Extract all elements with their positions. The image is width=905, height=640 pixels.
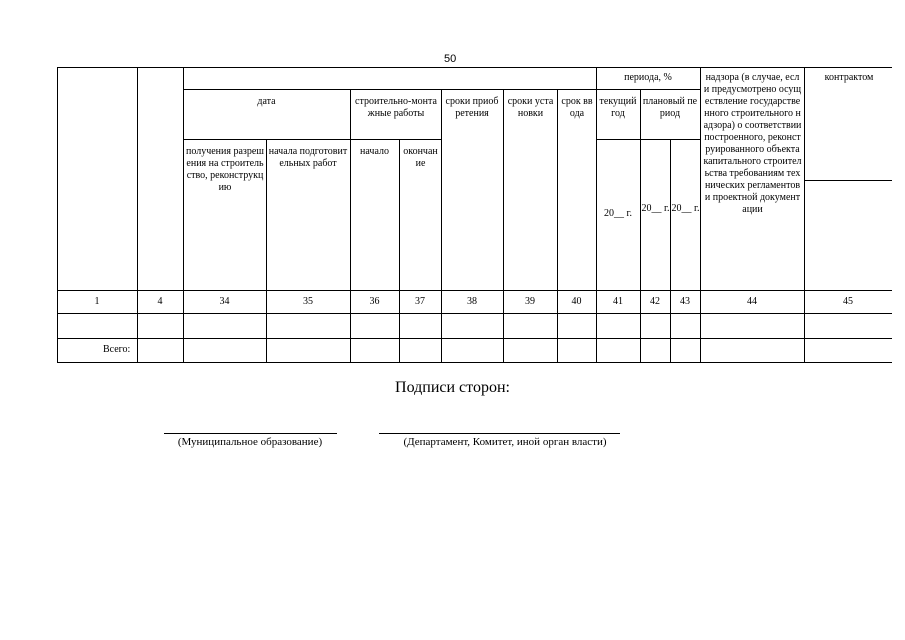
col-num: 41 [613, 296, 623, 307]
header-year-plan1: 20__ г. [641, 203, 670, 214]
total-label: Всего: [103, 344, 131, 355]
col-num: 44 [747, 296, 757, 307]
col-num: 43 [680, 296, 690, 307]
header-year-current: 20__ г. [604, 208, 632, 219]
header-contract: контрактом [824, 72, 874, 83]
signatures-title: Подписи сторон: [395, 379, 510, 396]
right-signature-label: (Департамент, Комитет, иной орган власти) [403, 436, 607, 448]
header-installation: сроки установки [507, 96, 554, 119]
header-current-year: текущий год [599, 96, 637, 119]
col-num: 37 [415, 296, 425, 307]
left-signature-line [164, 433, 337, 434]
col-num: 42 [650, 296, 660, 307]
col-num: 35 [303, 296, 313, 307]
col-num: 36 [369, 296, 380, 307]
header-commissioning: срок ввода [561, 96, 593, 119]
page-number: 50 [444, 53, 457, 65]
col-num: 40 [571, 296, 582, 307]
col-num: 34 [219, 296, 230, 307]
header-permit: получения разрешения на строительство, реконструкцию [186, 146, 264, 193]
col-num: 39 [525, 296, 535, 307]
header-end: окончание [403, 146, 438, 169]
header-planned-period: плановый период [642, 96, 698, 119]
col-num: 38 [467, 296, 477, 307]
header-period-pct: периода, % [624, 72, 672, 83]
header-prep-start: начала подготовительных работ [268, 146, 348, 169]
header-year-plan2: 20__ г. [671, 203, 700, 214]
header-date: дата [257, 96, 276, 107]
left-signature-label: (Муниципальное образование) [177, 436, 323, 448]
col-num: 4 [157, 296, 163, 307]
right-signature-line [379, 433, 620, 434]
col-num: 45 [843, 296, 853, 307]
header-supervision: надзора (в случае, если предусмотрено осуществление государственного строительного надзора) о соответствии построенного, реконструированного объекта капитального строительства требованиям технических регламентов и проектной документации [703, 72, 802, 215]
header-acquisition: сроки приобретения [445, 96, 499, 119]
header-start: начало [360, 146, 389, 157]
header-construction-works: строительно-монтажные работы [355, 96, 437, 119]
col-num: 1 [94, 296, 100, 307]
